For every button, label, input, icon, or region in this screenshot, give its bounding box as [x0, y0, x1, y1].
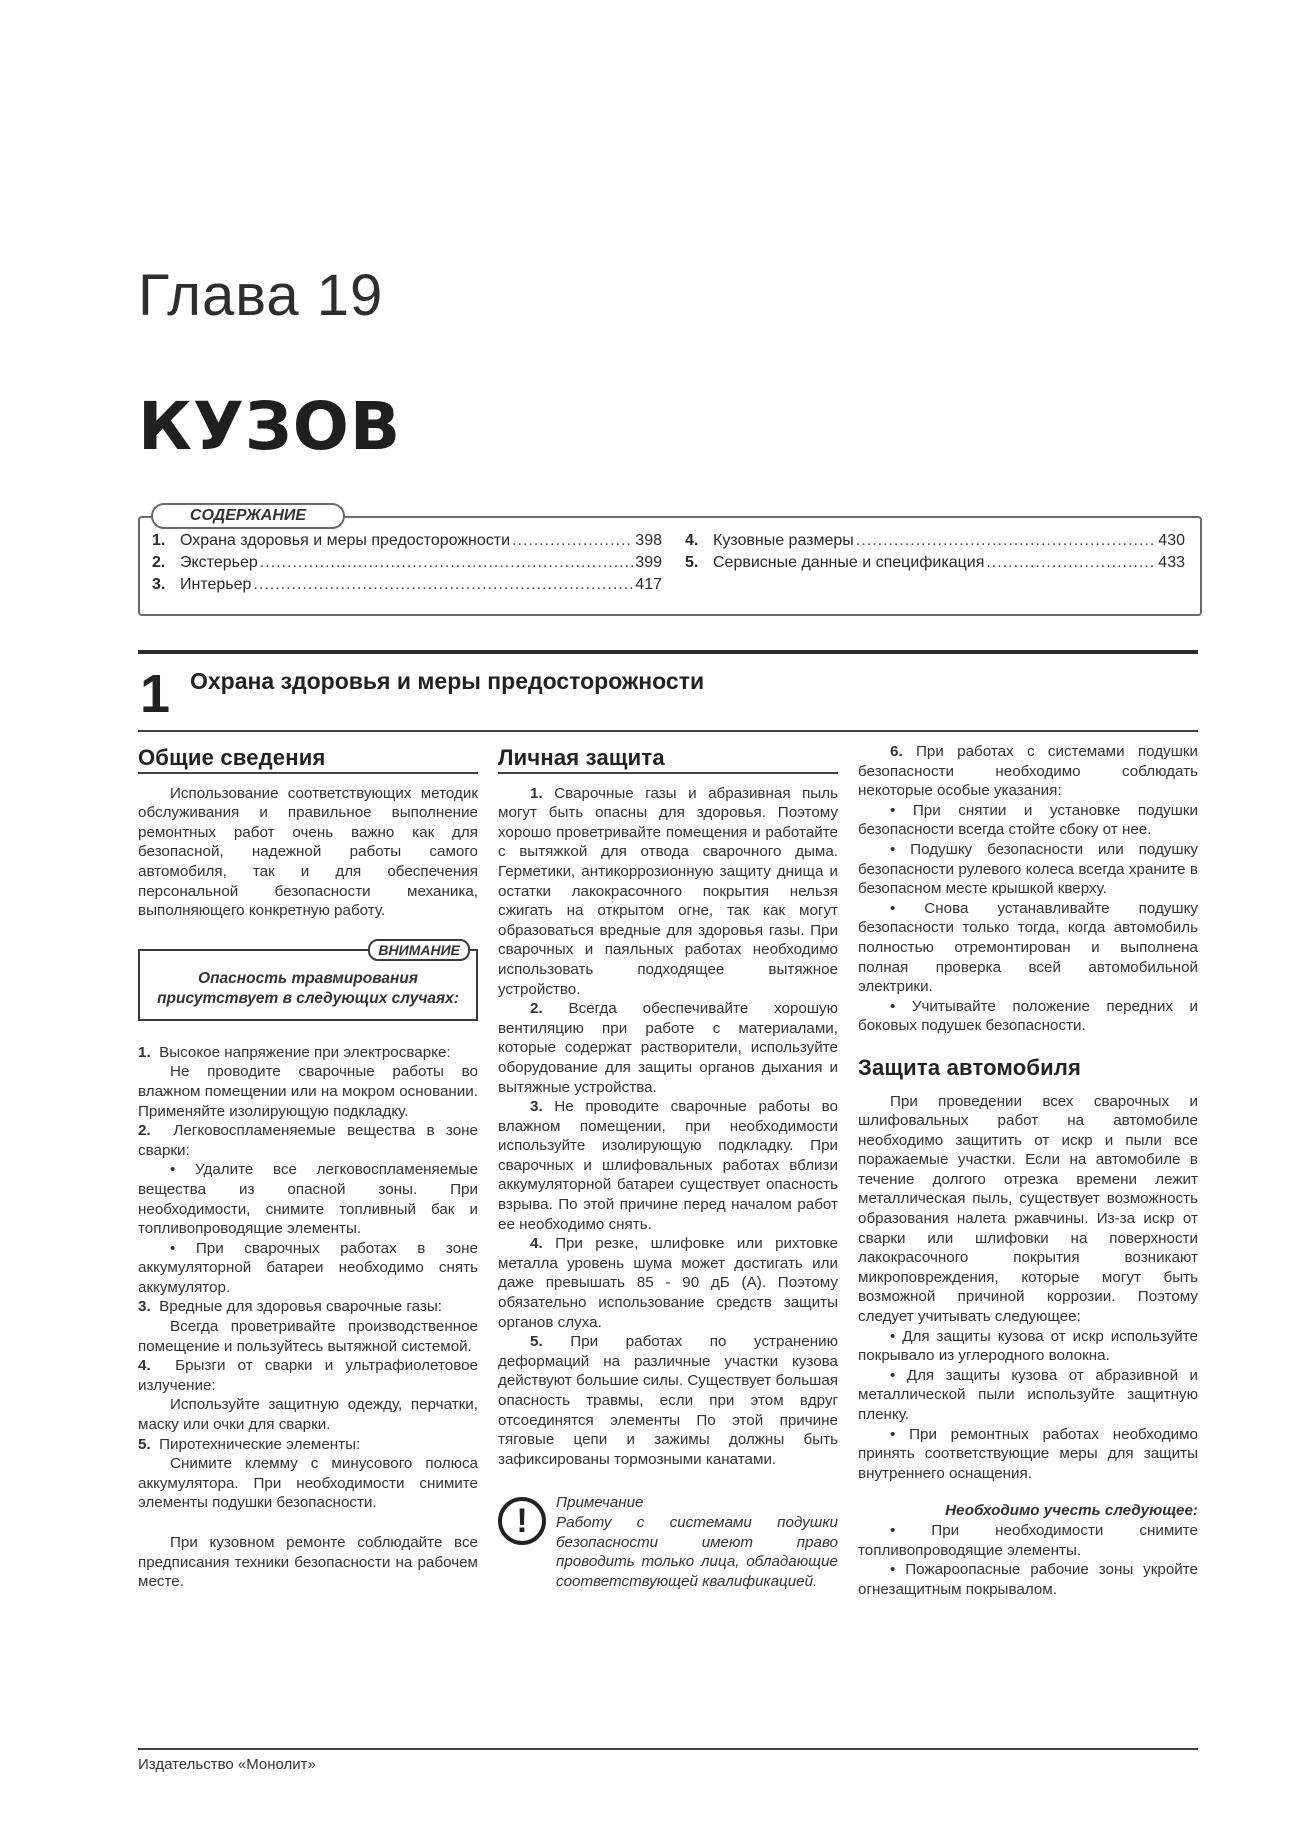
toc-item-page: 417	[635, 576, 662, 593]
toc-tab: СОДЕРЖАНИЕ	[151, 503, 345, 529]
bullet-item: • Для защиты кузова от абразивной и металлической пыли используйте защитную пленку.	[858, 1366, 1198, 1423]
bullet-item: • Снова устанавливайте подушку безопасности только тогда, когда автомобиль полностью отремонтирован и выполнена полная проверка всей автомобильной электрики.	[858, 899, 1198, 996]
paragraph: При кузовном ремонте соблюдайте все предписания техники безопасности на рабочем месте.	[138, 1534, 478, 1591]
section-top-rule	[138, 650, 1198, 654]
list-item: 4. Брызги от сварки и ультрафиолетовое излучение:	[138, 1357, 479, 1394]
paragraph: Всегда проветривайте производственное помещение и пользуйтесь вытяжной системой.	[138, 1318, 478, 1355]
note-title: Примечание	[556, 1494, 644, 1512]
toc-leader-dots	[253, 574, 633, 596]
toc-item-number: 5.	[685, 554, 699, 571]
toc-item-number: 3.	[152, 576, 166, 593]
toc-item-title: Интерьер	[180, 576, 252, 593]
paragraph: Не проводите сварочные работы во влажном помещении или на мокром основании. Применяйте изолирующую подкладку.	[138, 1063, 478, 1120]
toc-column-left	[152, 530, 662, 596]
toc-leader-dots	[856, 530, 1156, 552]
note-text	[556, 1493, 838, 1591]
list-item: 6. При работах с системами подушки безопасности необходимо соблюдать некоторые особые указания:	[858, 743, 1199, 800]
list-item: 5. Пиротехнические элементы:	[138, 1435, 361, 1453]
bullet-item: • При сварочных работах в зоне аккумуляторной батареи необходимо снять аккумулятор.	[138, 1239, 478, 1296]
toc-item-title: Экстерьер	[180, 554, 258, 571]
chapter-title: КУЗОВ	[138, 388, 402, 465]
note-block	[498, 1493, 838, 1591]
toc-item-title: Охрана здоровья и меры предосторожности	[180, 532, 511, 549]
toc-leader-dots	[986, 552, 1156, 574]
toc-item[interactable]	[152, 530, 662, 552]
toc-item-number: 2.	[152, 554, 166, 571]
toc-item-number: 4.	[685, 532, 699, 549]
note-body: Работу с системами подушки безопасности имеют право проводить только лица, обладающие соответствующей квалификацией.	[556, 1513, 838, 1590]
toc-leader-dots	[260, 552, 634, 574]
toc-item[interactable]	[152, 552, 662, 574]
heading-personal-protection: Личная защита	[498, 748, 838, 774]
list-item: 3. Не проводите сварочные работы во влажном помещении, при необходимости используйте изолирующую подкладку. При сварочных и шлифовальных работах вблизи аккумуляторной батареи существует опасность взрыва. По этой причине перед началом работ ее необходимо снять.	[498, 1098, 838, 1233]
toc-item-page: 433	[1158, 554, 1185, 571]
footer-publisher: Издательство «Монолит»	[138, 1756, 316, 1773]
toc-item-page: 430	[1158, 532, 1185, 549]
warning-box	[138, 941, 478, 1021]
list-item: 1. Сварочные газы и абразивная пыль могут быть опасны для здоровья. Поэтому хорошо проветривайте помещения и работайте с вытяжкой для отвода сварочного дыма. Герметики, антикоррозионную защиту днища и остатки лакокрасочного покрытия нельзя сжигать на открытом огне, так как могут образоваться вредные для здоровья газы. При сварочных и паяльных работах необходимо использовать подходящее вытяжное устройство.	[498, 784, 838, 998]
toc-item[interactable]	[152, 574, 662, 596]
toc-item[interactable]	[685, 530, 1185, 552]
exclamation-icon: !	[498, 1497, 546, 1545]
heading-general-info: Общие сведения	[138, 748, 478, 774]
toc-item-page: 398	[635, 532, 662, 549]
column-2	[498, 745, 839, 1591]
list-item: 2. Всегда обеспечивайте хорошую вентиляцию при работе с материалами, которые содержат растворители, используйте оборудование для защиты органов дыхания и вытяжные устройства.	[498, 1000, 839, 1096]
subheading: Необходимо учесть следующее:	[945, 1502, 1198, 1520]
paragraph: Используйте защитную одежду, перчатки, маску или очки для сварки.	[138, 1396, 478, 1434]
toc-item-number: 1.	[152, 532, 166, 549]
list-item: 5. При работах по устранению деформаций на различные участки кузова действуют большие силы. Существует большая опасность травмы, если при этом вдруг отсоединятся элементы По этой причине тяговые цепи и зажимы должны быть зафиксированы тормозными канатами.	[498, 1333, 838, 1468]
bullet-item: • Учитывайте положение передних и боковых подушек безопасности.	[858, 997, 1198, 1035]
list-item: 4. При резке, шлифовке или рихтовке металла уровень шума может достигать или даже превышать 85 - 90 дБ (А). Поэтому обязательно использование средств защиты органов слуха.	[498, 1235, 838, 1331]
bullet-item: • При необходимости снимите топливопроводящие элементы.	[858, 1521, 1198, 1559]
bullet-item: • При ремонтных работах необходимо принять соответствующие меры для защиты внутреннего оснащения.	[858, 1425, 1198, 1482]
column-1	[138, 745, 479, 1592]
section-title: Охрана здоровья и меры предосторожности	[190, 668, 705, 694]
heading-vehicle-protection: Защита автомобиля	[858, 1054, 1082, 1080]
toc-item[interactable]	[685, 552, 1185, 574]
toc-item-title: Сервисные данные и спецификация	[713, 554, 985, 571]
section-number: 1	[140, 664, 171, 724]
warning-text: Опасность травмирования присутствует в следующих случаях:	[157, 969, 459, 1007]
paragraph: Использование соответствующих методик обслуживания и правильное выполнение ремонтных работ очень важно как для безопасной, надежной работы самого автомобиля, так и для обеспечения персональной безопасности механика, выполняющего конкретную работу.	[138, 784, 478, 920]
toc-item-page: 399	[635, 554, 662, 571]
warning-tab: ВНИМАНИЕ	[368, 939, 470, 961]
column-3	[858, 742, 1198, 1599]
paragraph: Снимите клемму с минусового полюса аккумулятора. При необходимости снимите элементы подушки безопасности.	[138, 1455, 478, 1512]
bullet-item: • Подушку безопасности или подушку безопасности рулевого колеса всегда храните в безопасном месте крышкой кверху.	[858, 840, 1198, 898]
bullet-item: • При снятии и установке подушки безопасности всегда стойте сбоку от нее.	[858, 801, 1198, 839]
bullet-item: • Удалите все легковоспламеняемые вещества из опасной зоны. При необходимости, снимите топливный бак и топливопроводящие элементы.	[138, 1161, 478, 1238]
bullet-item: • Для защиты кузова от искр используйте покрывало из углеродного волокна.	[858, 1327, 1198, 1365]
section-bottom-rule	[138, 730, 1198, 732]
footer-rule	[138, 1748, 1198, 1750]
toc-leader-dots	[512, 530, 633, 552]
toc-item-title: Кузовные размеры	[713, 532, 854, 549]
chapter-label: Глава 19	[138, 263, 384, 328]
paragraph: При проведении всех сварочных и шлифовальных работ на автомобиле необходимо защитить от искр и пыли все поражаемые участки. Если на автомобиле в течение долгого отрезка времени лежит металлическая пыль, существует возможность образования налета ржавчины. Из-за искр от сварки или шлифовки на поверхности лакокрасочного покрытия возникают микроповреждения, которые могут быть возможной причиной коррозии. Поэтому следует учитывать следующее:	[858, 1092, 1198, 1326]
bullet-item: • Пожароопасные рабочие зоны укройте огнезащитным покрывалом.	[858, 1561, 1198, 1598]
list-item: 3. Вредные для здоровья сварочные газы:	[138, 1298, 443, 1316]
toc-column-right	[685, 530, 1185, 574]
list-item: 2. Легковоспламеняемые вещества в зоне сварки:	[138, 1122, 479, 1159]
list-item: 1. Высокое напряжение при электросварке:	[138, 1043, 451, 1061]
